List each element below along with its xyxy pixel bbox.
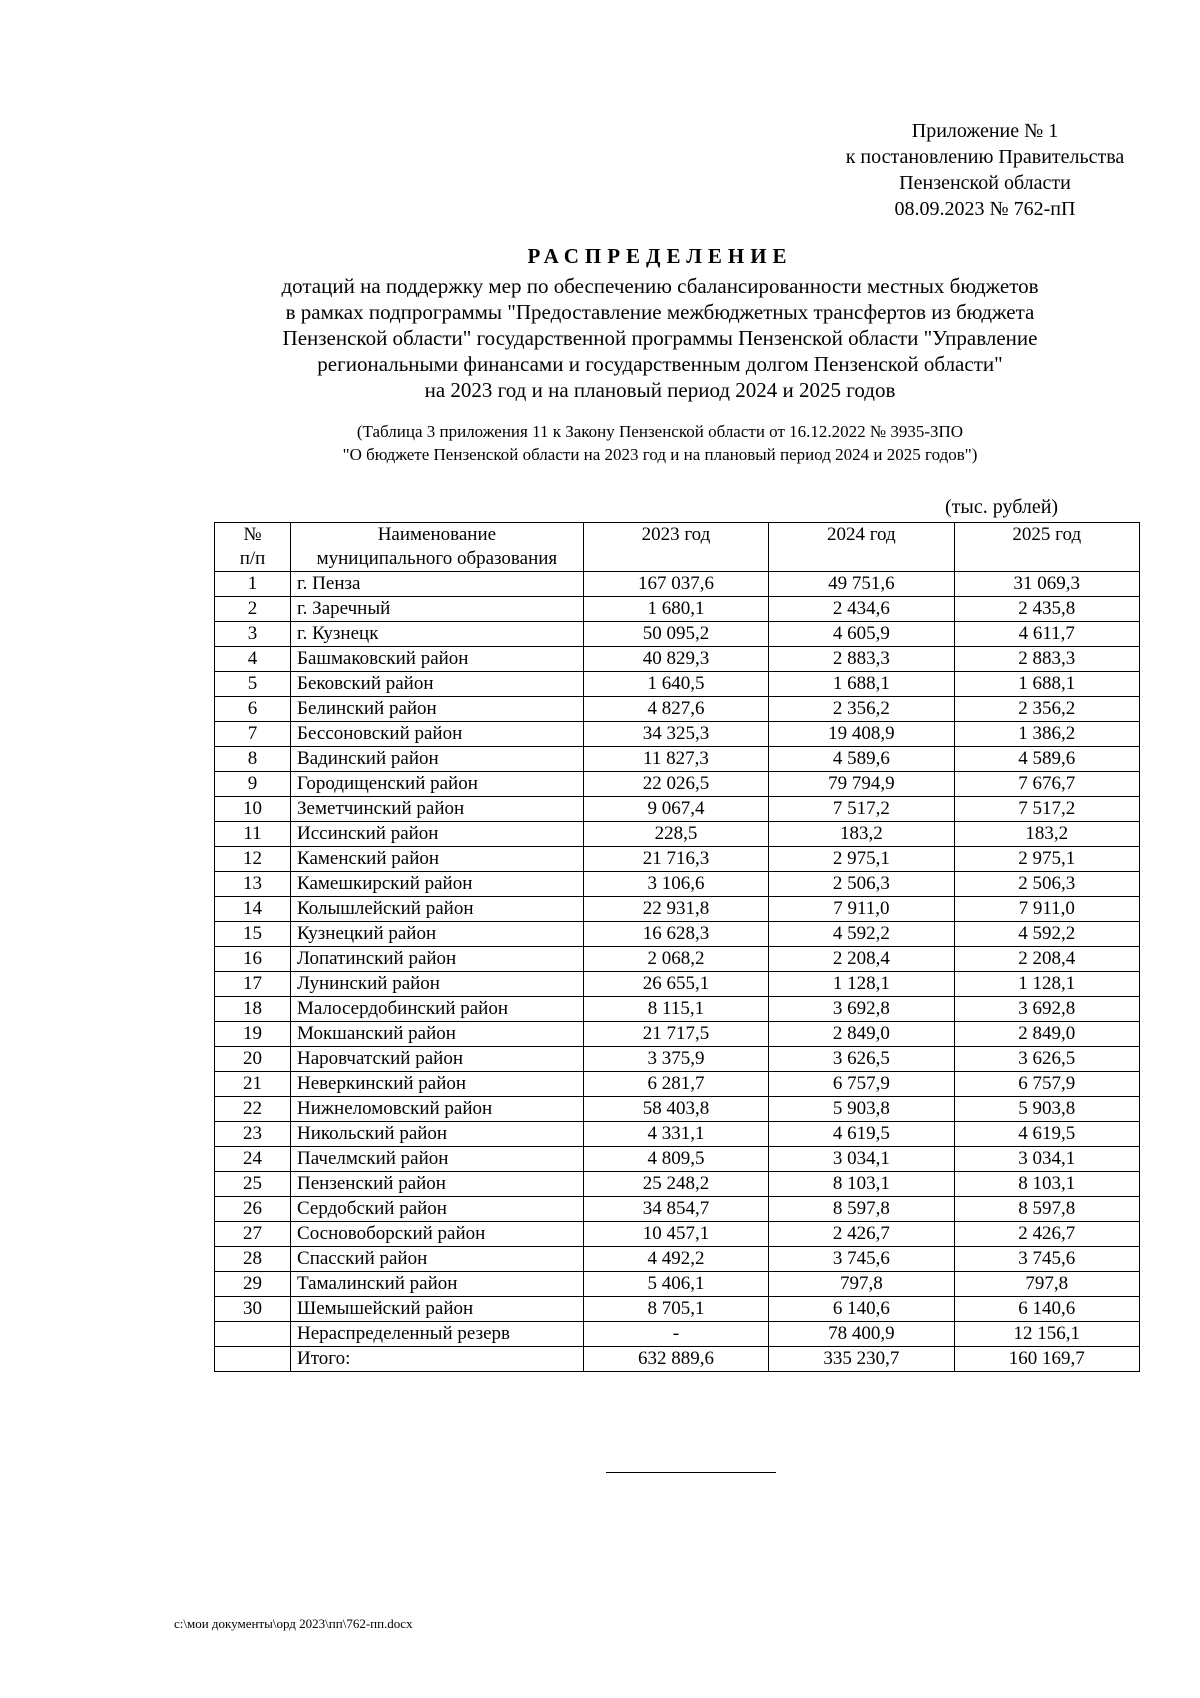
row-name-cell: Лунинский район (291, 972, 584, 997)
row-2025-cell: 4 611,7 (954, 622, 1139, 647)
table-row (215, 1222, 1140, 1247)
header-2023: 2023 год (583, 523, 768, 572)
row-2024-cell: 49 751,6 (769, 572, 954, 597)
row-2025-cell: 12 156,1 (954, 1322, 1139, 1347)
row-name-cell: Бековский район (291, 672, 584, 697)
row-2024-cell: 2 208,4 (769, 947, 954, 972)
row-2025-cell: 5 903,8 (954, 1097, 1139, 1122)
row-2024-cell: 3 626,5 (769, 1047, 954, 1072)
row-number-cell: 10 (215, 797, 291, 822)
row-number-cell: 12 (215, 847, 291, 872)
table-row (215, 1047, 1140, 1072)
row-name-cell: Кузнецкий район (291, 922, 584, 947)
table-row (215, 1272, 1140, 1297)
row-number-cell (215, 1322, 291, 1347)
row-2024-cell: 78 400,9 (769, 1322, 954, 1347)
row-2023-cell: 4 809,5 (583, 1147, 768, 1172)
row-name-cell: Пачелмский район (291, 1147, 584, 1172)
subtitle-line: Пензенской области" государственной программы Пензенской области "Управление (282, 326, 1038, 350)
distribution-table (214, 522, 1140, 1372)
row-name-cell: Малосердобинский район (291, 997, 584, 1022)
row-2023-cell: 9 067,4 (583, 797, 768, 822)
row-2024-cell: 2 506,3 (769, 872, 954, 897)
row-number-cell: 24 (215, 1147, 291, 1172)
table-row (215, 797, 1140, 822)
row-name-cell: Городищенский район (291, 772, 584, 797)
reference-line: (Таблица 3 приложения 11 к Закону Пензенской области от 16.12.2022 № 3935-ЗПО (356, 422, 964, 441)
table-header-row (215, 523, 1140, 572)
row-2025-cell: 4 589,6 (954, 747, 1139, 772)
row-2025-cell: 7 911,0 (954, 897, 1139, 922)
table-row (215, 647, 1140, 672)
row-2025-cell: 2 883,3 (954, 647, 1139, 672)
row-number-cell: 17 (215, 972, 291, 997)
table-row (215, 972, 1140, 997)
table-row (215, 1297, 1140, 1322)
end-rule (606, 1472, 776, 1473)
row-2024-cell: 2 426,7 (769, 1222, 954, 1247)
row-name-cell: Мокшанский район (291, 1022, 584, 1047)
row-2023-cell: 10 457,1 (583, 1222, 768, 1247)
row-2023-cell: 167 037,6 (583, 572, 768, 597)
table-row (215, 1022, 1140, 1047)
table-row (215, 1122, 1140, 1147)
row-2024-cell: 5 903,8 (769, 1097, 954, 1122)
row-name-cell: Итого: (291, 1347, 584, 1372)
row-2023-cell: 4 492,2 (583, 1247, 768, 1272)
row-2024-cell: 2 975,1 (769, 847, 954, 872)
row-2023-cell: 4 827,6 (583, 697, 768, 722)
row-number-cell: 29 (215, 1272, 291, 1297)
row-number-cell: 11 (215, 822, 291, 847)
table-row (215, 922, 1140, 947)
row-2025-cell: 31 069,3 (954, 572, 1139, 597)
row-number-cell: 2 (215, 597, 291, 622)
row-number-cell (215, 1347, 291, 1372)
subtitle-line: в рамках подпрограммы "Предоставление межбюджетных трансфертов из бюджета (285, 300, 1035, 324)
row-2024-cell: 3 692,8 (769, 997, 954, 1022)
row-2024-cell: 2 356,2 (769, 697, 954, 722)
row-name-cell: г. Кузнецк (291, 622, 584, 647)
header-number-line2: п/п (239, 548, 266, 569)
row-name-cell: Колышлейский район (291, 897, 584, 922)
row-name-cell: Нераспределенный резерв (291, 1322, 584, 1347)
row-number-cell: 9 (215, 772, 291, 797)
row-2024-cell: 4 592,2 (769, 922, 954, 947)
document-subtitle (160, 273, 1160, 403)
row-number-cell: 18 (215, 997, 291, 1022)
row-number-cell: 13 (215, 872, 291, 897)
table-row (215, 1197, 1140, 1222)
header-name-line2: муниципального образования (316, 548, 558, 569)
appendix-date-number: 08.09.2023 № 762-пП (894, 198, 1076, 220)
row-number-cell: 28 (215, 1247, 291, 1272)
row-number-cell: 20 (215, 1047, 291, 1072)
row-2025-cell: 3 626,5 (954, 1047, 1139, 1072)
row-number-cell: 8 (215, 747, 291, 772)
row-name-cell: Пензенский район (291, 1172, 584, 1197)
row-2024-cell: 183,2 (769, 822, 954, 847)
table-row (215, 1322, 1140, 1347)
table-body (215, 572, 1140, 1372)
row-number-cell: 1 (215, 572, 291, 597)
table-row (215, 572, 1140, 597)
table-row (215, 997, 1140, 1022)
row-name-cell: г. Пенза (291, 572, 584, 597)
row-2023-cell: 22 026,5 (583, 772, 768, 797)
table-row (215, 622, 1140, 647)
row-number-cell: 14 (215, 897, 291, 922)
row-2023-cell: 6 281,7 (583, 1072, 768, 1097)
row-2024-cell: 4 605,9 (769, 622, 954, 647)
table-row (215, 847, 1140, 872)
table-row (215, 672, 1140, 697)
subtitle-line: региональными финансами и государственным долгом Пензенской области" (317, 352, 1003, 376)
row-2024-cell: 6 140,6 (769, 1297, 954, 1322)
appendix-region: Пензенской области (899, 172, 1071, 194)
row-2025-cell: 3 692,8 (954, 997, 1139, 1022)
row-2023-cell: 22 931,8 (583, 897, 768, 922)
row-2025-cell: 4 619,5 (954, 1122, 1139, 1147)
row-name-cell: Сердобский район (291, 1197, 584, 1222)
row-number-cell: 7 (215, 722, 291, 747)
row-name-cell: Шемышейский район (291, 1297, 584, 1322)
row-2024-cell: 6 757,9 (769, 1072, 954, 1097)
appendix-number: Приложение № 1 (911, 120, 1059, 142)
table-row (215, 872, 1140, 897)
row-name-cell: Наровчатский район (291, 1047, 584, 1072)
row-2025-cell: 2 356,2 (954, 697, 1139, 722)
row-number-cell: 25 (215, 1172, 291, 1197)
row-2023-cell: 5 406,1 (583, 1272, 768, 1297)
reference-line: "О бюджете Пензенской области на 2023 год и на плановый период 2024 и 2025 годов") (342, 445, 978, 464)
table-row (215, 722, 1140, 747)
row-2024-cell: 1 688,1 (769, 672, 954, 697)
table-row (215, 947, 1140, 972)
header-2024: 2024 год (769, 523, 954, 572)
document-title: РАСПРЕДЕЛЕНИЕ (527, 244, 793, 268)
row-2024-cell: 3 745,6 (769, 1247, 954, 1272)
row-2025-cell: 3 034,1 (954, 1147, 1139, 1172)
row-2024-cell: 2 849,0 (769, 1022, 954, 1047)
row-2023-cell: 228,5 (583, 822, 768, 847)
row-2024-cell: 2 883,3 (769, 647, 954, 672)
row-name-cell: Сосновоборский район (291, 1222, 584, 1247)
row-2024-cell: 8 103,1 (769, 1172, 954, 1197)
subtitle-line: дотаций на поддержку мер по обеспечению сбалансированности местных бюджетов (281, 274, 1039, 298)
row-2024-cell: 19 408,9 (769, 722, 954, 747)
units-label: (тыс. рублей) (945, 496, 1059, 518)
row-2024-cell: 1 128,1 (769, 972, 954, 997)
row-number-cell: 4 (215, 647, 291, 672)
law-reference (160, 420, 1160, 466)
row-2025-cell: 6 757,9 (954, 1072, 1139, 1097)
table-row (215, 1147, 1140, 1172)
row-name-cell: Иссинский район (291, 822, 584, 847)
row-name-cell: Никольский район (291, 1122, 584, 1147)
row-2023-cell: 21 716,3 (583, 847, 768, 872)
row-number-cell: 15 (215, 922, 291, 947)
row-name-cell: Земетчинский район (291, 797, 584, 822)
row-2023-cell: 25 248,2 (583, 1172, 768, 1197)
row-number-cell: 22 (215, 1097, 291, 1122)
row-2024-cell: 797,8 (769, 1272, 954, 1297)
table-row (215, 1247, 1140, 1272)
row-name-cell: г. Заречный (291, 597, 584, 622)
appendix-decree: к постановлению Правительства (845, 146, 1125, 168)
table-row (215, 1172, 1140, 1197)
table-row (215, 1097, 1140, 1122)
row-2025-cell: 4 592,2 (954, 922, 1139, 947)
row-2023-cell: 16 628,3 (583, 922, 768, 947)
row-2023-cell: 8 705,1 (583, 1297, 768, 1322)
row-2025-cell: 160 169,7 (954, 1347, 1139, 1372)
row-2023-cell: 3 106,6 (583, 872, 768, 897)
row-name-cell: Неверкинский район (291, 1072, 584, 1097)
row-2023-cell: 2 068,2 (583, 947, 768, 972)
row-2024-cell: 335 230,7 (769, 1347, 954, 1372)
row-name-cell: Каменский район (291, 847, 584, 872)
row-name-cell: Нижнеломовский район (291, 1097, 584, 1122)
row-2025-cell: 2 208,4 (954, 947, 1139, 972)
row-name-cell: Тамалинский район (291, 1272, 584, 1297)
table-row (215, 1347, 1140, 1372)
row-number-cell: 27 (215, 1222, 291, 1247)
row-2025-cell: 3 745,6 (954, 1247, 1139, 1272)
row-number-cell: 21 (215, 1072, 291, 1097)
row-2025-cell: 2 435,8 (954, 597, 1139, 622)
table-row (215, 772, 1140, 797)
row-2025-cell: 2 506,3 (954, 872, 1139, 897)
row-name-cell: Бессоновский район (291, 722, 584, 747)
row-2025-cell: 2 975,1 (954, 847, 1139, 872)
row-2025-cell: 8 103,1 (954, 1172, 1139, 1197)
table-row (215, 697, 1140, 722)
row-2025-cell: 1 688,1 (954, 672, 1139, 697)
row-2025-cell: 6 140,6 (954, 1297, 1139, 1322)
table-row (215, 897, 1140, 922)
row-number-cell: 19 (215, 1022, 291, 1047)
row-number-cell: 3 (215, 622, 291, 647)
subtitle-line: на 2023 год и на плановый период 2024 и 2025 годов (424, 378, 896, 402)
row-2025-cell: 7 676,7 (954, 772, 1139, 797)
row-2023-cell: 34 325,3 (583, 722, 768, 747)
row-2023-cell: 26 655,1 (583, 972, 768, 997)
row-number-cell: 26 (215, 1197, 291, 1222)
row-2023-cell: 1 640,5 (583, 672, 768, 697)
row-number-cell: 6 (215, 697, 291, 722)
row-number-cell: 16 (215, 947, 291, 972)
row-2025-cell: 1 386,2 (954, 722, 1139, 747)
row-2024-cell: 8 597,8 (769, 1197, 954, 1222)
row-2023-cell: - (583, 1322, 768, 1347)
row-2023-cell: 40 829,3 (583, 647, 768, 672)
appendix-block (800, 118, 1170, 222)
row-name-cell: Спасский район (291, 1247, 584, 1272)
row-2023-cell: 11 827,3 (583, 747, 768, 772)
header-number (215, 523, 291, 572)
row-2024-cell: 7 911,0 (769, 897, 954, 922)
row-2023-cell: 632 889,6 (583, 1347, 768, 1372)
row-2025-cell: 8 597,8 (954, 1197, 1139, 1222)
header-name (291, 523, 584, 572)
row-2023-cell: 3 375,9 (583, 1047, 768, 1072)
header-name-line1: Наименование (377, 524, 497, 545)
header-2025: 2025 год (954, 523, 1139, 572)
row-2023-cell: 1 680,1 (583, 597, 768, 622)
row-2023-cell: 58 403,8 (583, 1097, 768, 1122)
table-row (215, 1072, 1140, 1097)
row-2025-cell: 797,8 (954, 1272, 1139, 1297)
row-name-cell: Башмаковский район (291, 647, 584, 672)
table-row (215, 747, 1140, 772)
row-number-cell: 23 (215, 1122, 291, 1147)
row-2025-cell: 183,2 (954, 822, 1139, 847)
row-2024-cell: 7 517,2 (769, 797, 954, 822)
row-2025-cell: 2 849,0 (954, 1022, 1139, 1047)
row-2025-cell: 7 517,2 (954, 797, 1139, 822)
row-2023-cell: 4 331,1 (583, 1122, 768, 1147)
row-name-cell: Белинский район (291, 697, 584, 722)
row-2024-cell: 4 589,6 (769, 747, 954, 772)
row-2023-cell: 21 717,5 (583, 1022, 768, 1047)
row-2023-cell: 50 095,2 (583, 622, 768, 647)
row-2025-cell: 1 128,1 (954, 972, 1139, 997)
row-2024-cell: 2 434,6 (769, 597, 954, 622)
row-name-cell: Вадинский район (291, 747, 584, 772)
file-path-footer: c:\мои документы\орд 2023\пп\762-пп.docx (174, 1616, 413, 1631)
row-2023-cell: 8 115,1 (583, 997, 768, 1022)
row-name-cell: Камешкирский район (291, 872, 584, 897)
table-row (215, 822, 1140, 847)
row-2024-cell: 4 619,5 (769, 1122, 954, 1147)
table-row (215, 597, 1140, 622)
row-2024-cell: 79 794,9 (769, 772, 954, 797)
row-number-cell: 30 (215, 1297, 291, 1322)
header-number-line1: № (243, 524, 262, 545)
row-number-cell: 5 (215, 672, 291, 697)
row-2025-cell: 2 426,7 (954, 1222, 1139, 1247)
row-name-cell: Лопатинский район (291, 947, 584, 972)
row-2024-cell: 3 034,1 (769, 1147, 954, 1172)
row-2023-cell: 34 854,7 (583, 1197, 768, 1222)
